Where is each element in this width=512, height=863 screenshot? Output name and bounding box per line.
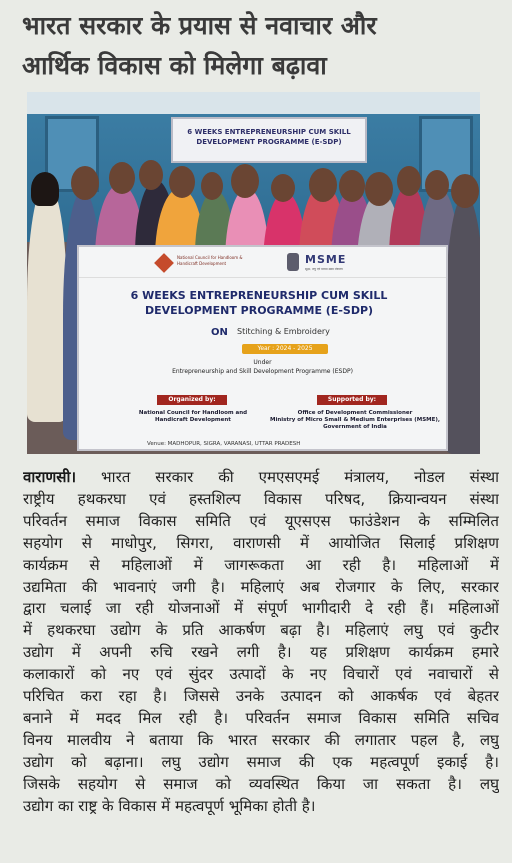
person [27,182,67,422]
person-head [397,166,421,196]
person-head [271,174,295,202]
article-line-text: भारत सरकार की एमएसएमई मंत्रालय, नोडल संस्था [76,468,499,486]
dateline: वाराणसी। [23,468,77,486]
person-head [425,170,449,200]
person-head [109,162,135,194]
article-line: उद्यमिता की भावनाएं जगी है। महिलाएं अब रोजगार के लिए, सरकार [23,577,499,596]
supported-by-line-1: Office of Development Commissioner [297,410,413,416]
person-head [201,172,223,200]
article-body [23,467,499,818]
organized-by-label: Organized by: [157,395,227,405]
front-banner [77,245,448,451]
back-banner-line-2: DEVELOPMENT PROGRAMME (E-SDP) [196,138,342,146]
person-head [309,168,337,202]
headline-line-2: आर्थिक विकास को मिलेगा बढ़ावा [22,51,327,80]
person-head [451,174,479,208]
supported-by-line-2: Ministry of Micro Small & Medium Enterprises (MSME), [269,417,441,423]
nchhd-logo-text: National Council for Handloom & Handicraft Development [177,255,243,266]
article-line: जिसके सहयोग से समाज को व्यवस्थित किया जा सकता है। लघु [23,774,499,793]
article-line: विनय मालवीय ने बताया कि भारत सरकार की लगातार पहल है, लघु [23,730,499,749]
banner-title-line-2: DEVELOPMENT PROGRAMME (E-SDP) [144,304,374,317]
article-line: उद्योग को बढ़ाना। लघु उद्योग समाज की एक महत्वपूर्ण इकाई है। [23,752,499,771]
person-head [169,166,195,198]
headline [22,6,502,86]
back-banner-line-1: 6 WEEKS ENTREPRENEURSHIP CUM SKILL [187,128,351,136]
article-line: परिचित करा रहा है। जिससे उनके उत्पादन को आकर्षक एवं बेहतर [23,687,499,706]
article-line: कार्यक्रम से महिलाओं में जागरूकता आ रही है। महिलाओं में [23,555,499,574]
article-line: कलाकारों को नए एवं सुंदर उत्पादों के नए विचारों एवं नवाचारों से [23,665,499,684]
person-head [71,166,99,200]
msme-logo: MSME [305,253,347,266]
article-line: उद्योग में अपनी रुचि रखने लगी है। यह प्रशिक्षण कार्यक्रम हमारे [23,643,499,662]
person-hair [31,172,59,206]
organized-by-text [129,410,257,424]
banner-title-line-1: 6 WEEKS ENTREPRENEURSHIP CUM SKILL [130,289,388,302]
person [445,194,480,454]
banner-programme: Entrepreneurship and Skill Development Programme (ESDP) [172,368,353,375]
organized-by-line-2: Handicraft Development [155,417,231,423]
article-line: बनाने में मदद मिल रही है। परिवर्तन समाज विकास समिति सचिव [23,708,499,727]
article-line: परिवर्तन समाज विकास समिति एवं यूएसएस फाउंडेशन के सम्मिलित [23,511,499,530]
news-photo [27,92,480,454]
article-line: में हथकरघा उद्योग के प्रति आकर्षण बढ़ा है। महिलाएं लघु एवं कुटीर [23,621,499,640]
banner-under: Under [253,359,272,366]
banner-header [79,247,446,278]
person-head [339,170,365,202]
back-banner [171,117,367,163]
person-head [139,160,163,190]
supported-by-text [269,410,441,431]
msme-logo-subtext: सूक्ष्म, लघु एवं मध्यम उद्यम मंत्रालय [305,267,343,271]
article-line: द्वारा चलाई जा रही योजनाओं में संपूर्ण भागीदारी दे रही हैं। महिलाओं [23,599,499,618]
supported-by-label: Supported by: [317,395,387,405]
person-head [231,164,259,198]
article-line: राष्ट्रीय हथकरघा एवं हस्तशिल्प विकास परिषद, क्रियान्वयन संस्था [23,489,499,508]
banner-trade: Stitching & Embroidery [237,327,330,336]
banner-venue: Venue: MADHOPUR, SIGRA, VARANASI, UTTAR PRADESH [147,441,301,447]
headline-line-1: भारत सरकार के प्रयास से नवाचार और [22,11,377,40]
organized-by-line-1: National Council for Handloom and [138,410,248,416]
person-head [365,172,393,206]
nchhd-logo-icon [154,253,174,273]
ceiling-light [27,92,480,114]
article-line: उद्योग का राष्ट्र के विकास में महत्वपूर्ण भूमिका होती है। [23,796,316,815]
banner-year: Year : 2024 - 2025 [242,344,328,354]
supported-by-line-3: Government of India [323,424,387,430]
banner-on-label: ON [211,327,228,338]
article-line [23,467,499,489]
article-line: सहयोग से माधोपुर, सिगरा, वाराणसी में आयोजित सिलाई प्रशिक्षण [23,533,499,552]
national-emblem-icon [287,253,299,271]
